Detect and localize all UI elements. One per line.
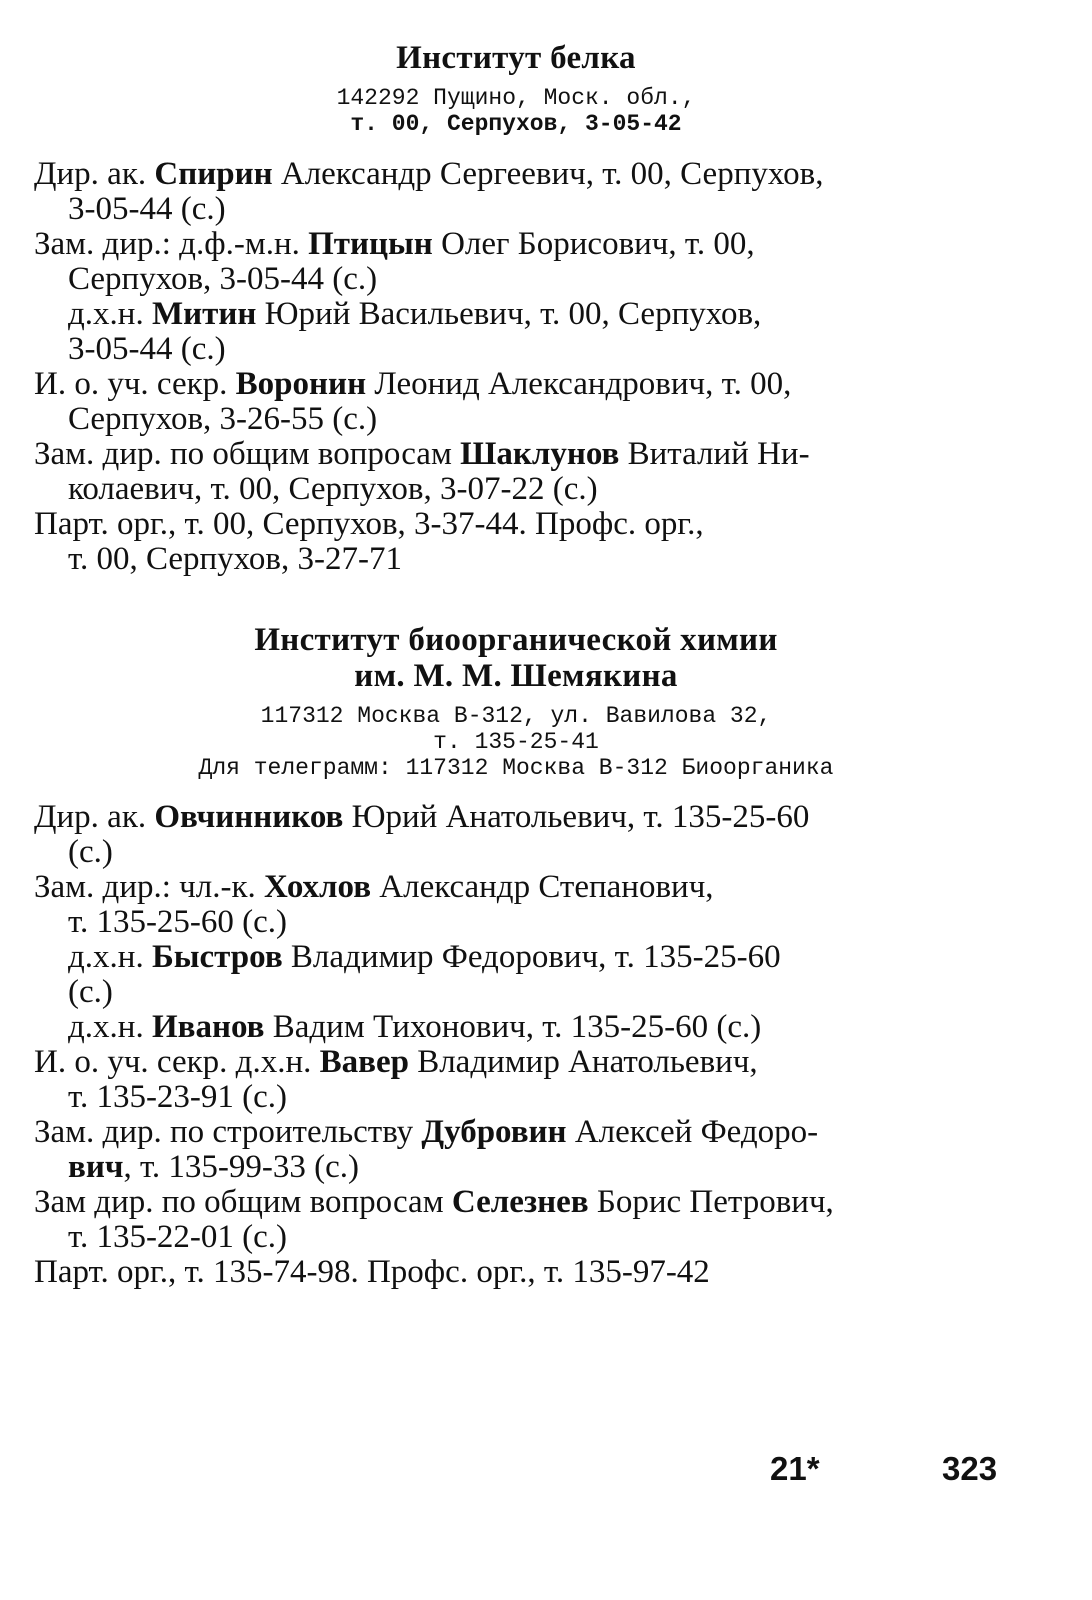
institute2-entry-organizations: Парт. орг., т. 135-74-98. Профс. орг., т. 135-97-42	[34, 1254, 710, 1290]
institute1-title: Институт белка	[396, 40, 636, 76]
institute2-address-telegram: Для телеграмм: 117312 Москва В-312 Биоорганика	[198, 755, 834, 781]
person-name: Овчинников	[154, 799, 344, 835]
person-name: Митин	[151, 296, 257, 332]
person-name: Селезнев	[451, 1184, 589, 1220]
institute1-entry-deputy2: д.х.н. Митин Юрий Васильевич, т. 00, Серпухов, 3-05-44 (с.)	[68, 296, 762, 367]
institute1-address-line1: 142292 Пущино, Моск. обл.,	[336, 85, 696, 111]
person-name: Дубровин	[421, 1114, 567, 1150]
institute1-entry-organizations: Парт. орг., т. 00, Серпухов, 3-37-44. Профс. орг., т. 00, Серпухов, 3-27-71	[34, 506, 704, 577]
person-name: Птицын	[308, 226, 433, 262]
signature-mark: 21*	[770, 1450, 820, 1487]
institute1-entry-deputy-general: Зам. дир. по общим вопросам Шаклунов Виталий Ни- колаевич, т. 00, Серпухов, 3-07-22 (с.)	[34, 436, 810, 507]
institute2-entry-deputy1: Зам. дир.: чл.-к. Хохлов Александр Степанович, т. 135-25-60 (с.)	[34, 869, 714, 940]
institute2-entry-deputy-general: Зам дир. по общим вопросам Селезнев Борис Петрович, т. 135-22-01 (с.)	[34, 1184, 834, 1255]
institute1-address-line2: т. 00, Серпухов, 3-05-42	[350, 111, 682, 137]
institute2-address-line1: 117312 Москва В-312, ул. Вавилова 32,	[260, 703, 772, 729]
person-name: Шаклунов	[460, 436, 620, 472]
institute1-entry-deputy1: Зам. дир.: д.ф.-м.н. Птицын Олег Борисович, т. 00, Серпухов, 3-05-44 (с.)	[34, 226, 755, 297]
institute1-entry-secretary: И. о. уч. секр. Воронин Леонид Александрович, т. 00, Серпухов, 3-26-55 (с.)	[34, 366, 792, 437]
institute2-title-line1: Институт биоорганической химии	[254, 622, 778, 658]
page-number: 323	[942, 1450, 998, 1487]
institute2-entry-secretary: И. о. уч. секр. д.х.н. Вавер Владимир Анатольевич, т. 135-23-91 (с.)	[34, 1044, 758, 1115]
person-name: Хохлов	[264, 869, 372, 905]
institute2-title-line2: им. М. М. Шемякина	[354, 658, 678, 694]
institute2-entry-deputy-construction: Зам. дир. по строительству Дубровин Алексей Федоро- вич, т. 135-99-33 (с.)	[34, 1114, 819, 1185]
institute2-entry-deputy3: д.х.н. Иванов Вадим Тихонович, т. 135-25-60 (с.)	[68, 1009, 762, 1045]
person-name: Вавер	[319, 1044, 409, 1080]
person-name: Быстров	[151, 939, 283, 975]
institute2-entry-deputy2: д.х.н. Быстров Владимир Федорович, т. 135-25-60 (с.)	[68, 939, 781, 1010]
institute1-entry-director: Дир. ак. Спирин Александр Сергеевич, т. 00, Серпухов, 3-05-44 (с.)	[34, 156, 824, 227]
person-name: Иванов	[151, 1009, 265, 1045]
person-name: Спирин	[154, 156, 273, 192]
institute2-entry-director: Дир. ак. Овчинников Юрий Анатольевич, т. 135-25-60 (с.)	[34, 799, 810, 870]
institute2-address-line2: т. 135-25-41	[433, 729, 599, 755]
person-name: Воронин	[235, 366, 367, 402]
